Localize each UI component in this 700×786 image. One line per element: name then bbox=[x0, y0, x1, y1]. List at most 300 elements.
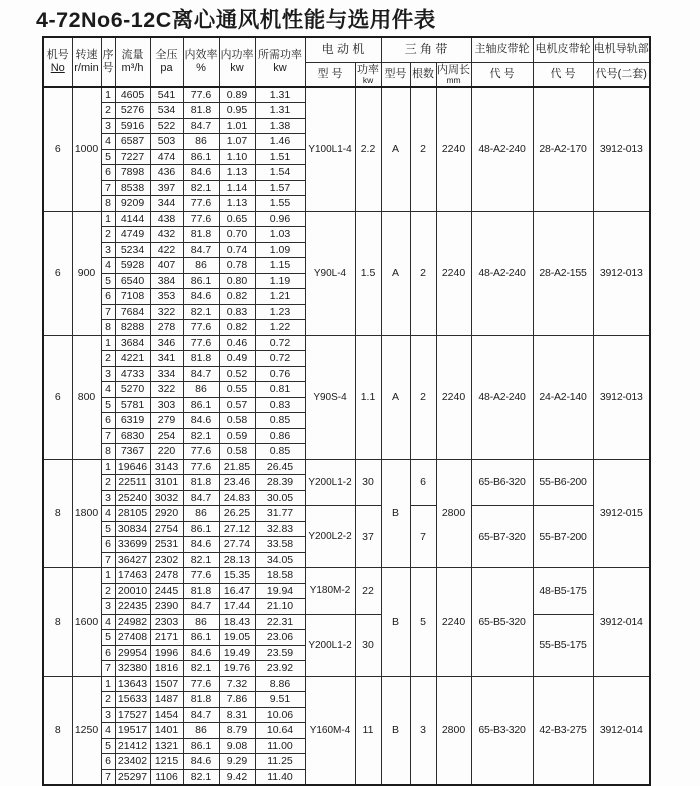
cell-required-power: 0.86 bbox=[255, 428, 305, 444]
cell-belt-model: A bbox=[381, 87, 410, 211]
cell-motor-pulley-code: 55-B5-175 bbox=[533, 614, 593, 676]
cell-motor-pulley-code: 24-A2-140 bbox=[533, 335, 593, 459]
cell-internal-power: 7.32 bbox=[219, 676, 255, 692]
cell-pressure: 334 bbox=[150, 366, 183, 382]
cell-index: 3 bbox=[101, 599, 115, 615]
cell-shaft-pulley-code: 65-B7-320 bbox=[471, 506, 533, 568]
cell-required-power: 30.05 bbox=[255, 490, 305, 506]
cell-internal-power: 0.46 bbox=[219, 335, 255, 351]
cell-flow: 4144 bbox=[115, 211, 150, 227]
cell-motor-model: Y90L-4 bbox=[305, 211, 355, 335]
cell-belt-length: 2800 bbox=[436, 676, 471, 785]
cell-machine-no: 6 bbox=[43, 87, 72, 211]
cell-internal-power: 17.44 bbox=[219, 599, 255, 615]
cell-internal-power: 1.01 bbox=[219, 118, 255, 134]
cell-index: 5 bbox=[101, 738, 115, 754]
cell-efficiency: 84.7 bbox=[183, 599, 219, 615]
cell-efficiency: 81.8 bbox=[183, 475, 219, 491]
cell-flow: 23402 bbox=[115, 754, 150, 770]
cell-pressure: 254 bbox=[150, 428, 183, 444]
cell-belt-count: 3 bbox=[410, 676, 436, 785]
cell-efficiency: 81.8 bbox=[183, 351, 219, 367]
cell-index: 4 bbox=[101, 723, 115, 739]
cell-flow: 30834 bbox=[115, 521, 150, 537]
cell-pressure: 2754 bbox=[150, 521, 183, 537]
header-internal-power-label: 内功率 bbox=[220, 49, 254, 62]
cell-motor-power: 11 bbox=[355, 676, 381, 785]
cell-pressure: 2445 bbox=[150, 583, 183, 599]
header-flow bbox=[115, 37, 150, 87]
cell-efficiency: 81.8 bbox=[183, 692, 219, 708]
cell-flow: 7108 bbox=[115, 289, 150, 305]
cell-index: 6 bbox=[101, 165, 115, 181]
cell-efficiency: 86.1 bbox=[183, 738, 219, 754]
cell-pressure: 341 bbox=[150, 351, 183, 367]
cell-belt-length: 2240 bbox=[436, 87, 471, 211]
cell-efficiency: 86.1 bbox=[183, 273, 219, 289]
cell-flow: 19646 bbox=[115, 459, 150, 475]
cell-required-power: 28.39 bbox=[255, 475, 305, 491]
cell-rail-code: 3912-013 bbox=[593, 335, 650, 459]
cell-pressure: 1454 bbox=[150, 707, 183, 723]
cell-pressure: 422 bbox=[150, 242, 183, 258]
cell-index: 7 bbox=[101, 769, 115, 785]
cell-required-power: 1.19 bbox=[255, 273, 305, 289]
cell-pressure: 436 bbox=[150, 165, 183, 181]
cell-required-power: 8.86 bbox=[255, 676, 305, 692]
cell-required-power: 1.21 bbox=[255, 289, 305, 305]
cell-belt-model: B bbox=[381, 568, 410, 677]
cell-motor-power: 1.1 bbox=[355, 335, 381, 459]
cell-efficiency: 77.6 bbox=[183, 196, 219, 212]
cell-required-power: 31.77 bbox=[255, 506, 305, 522]
cell-efficiency: 86.1 bbox=[183, 397, 219, 413]
cell-belt-model: B bbox=[381, 459, 410, 568]
cell-machine-no: 8 bbox=[43, 676, 72, 785]
header-belt-length-unit: mm bbox=[446, 74, 461, 85]
cell-internal-power: 9.29 bbox=[219, 754, 255, 770]
cell-belt-length: 2240 bbox=[436, 568, 471, 677]
header-machine-no-unit: No bbox=[50, 62, 65, 74]
cell-internal-power: 26.25 bbox=[219, 506, 255, 522]
cell-index: 3 bbox=[101, 707, 115, 723]
cell-efficiency: 86.1 bbox=[183, 630, 219, 646]
cell-motor-model: Y200L1-2 bbox=[305, 459, 355, 506]
table-row bbox=[43, 568, 650, 584]
cell-internal-power: 0.82 bbox=[219, 320, 255, 336]
header-index-label2: 号 bbox=[102, 62, 114, 74]
cell-motor-power: 2.2 bbox=[355, 87, 381, 211]
cell-efficiency: 84.6 bbox=[183, 289, 219, 305]
cell-pressure: 353 bbox=[150, 289, 183, 305]
cell-motor-pulley-code: 28-A2-170 bbox=[533, 87, 593, 211]
cell-internal-power: 24.83 bbox=[219, 490, 255, 506]
cell-pressure: 1487 bbox=[150, 692, 183, 708]
cell-motor-model: Y100L1-4 bbox=[305, 87, 355, 211]
cell-motor-pulley-code: 55-B7-200 bbox=[533, 506, 593, 568]
cell-efficiency: 84.6 bbox=[183, 645, 219, 661]
cell-motor-model: Y180M-2 bbox=[305, 568, 355, 615]
cell-internal-power: 28.13 bbox=[219, 552, 255, 568]
cell-pressure: 1215 bbox=[150, 754, 183, 770]
cell-motor-power: 1.5 bbox=[355, 211, 381, 335]
cell-efficiency: 84.7 bbox=[183, 490, 219, 506]
header-efficiency-label: 内效率 bbox=[184, 49, 218, 62]
cell-required-power: 32.83 bbox=[255, 521, 305, 537]
cell-pressure: 541 bbox=[150, 87, 183, 103]
cell-internal-power: 27.12 bbox=[219, 521, 255, 537]
cell-index: 7 bbox=[101, 180, 115, 196]
header-motor-power-label: 功率 bbox=[357, 64, 379, 77]
header-belt-model: 型号 bbox=[381, 62, 410, 87]
cell-flow: 4733 bbox=[115, 366, 150, 382]
cell-motor-pulley-code: 28-A2-155 bbox=[533, 211, 593, 335]
header-pressure bbox=[150, 37, 183, 87]
cell-efficiency: 86 bbox=[183, 506, 219, 522]
cell-flow: 8288 bbox=[115, 320, 150, 336]
cell-index: 2 bbox=[101, 351, 115, 367]
cell-index: 1 bbox=[101, 459, 115, 475]
cell-machine-no: 6 bbox=[43, 335, 72, 459]
header-group-vbelt: 三 角 带 bbox=[381, 37, 471, 62]
cell-flow: 5916 bbox=[115, 118, 150, 134]
cell-flow: 17463 bbox=[115, 568, 150, 584]
cell-flow: 7684 bbox=[115, 304, 150, 320]
table-body bbox=[43, 87, 650, 785]
cell-pressure: 1106 bbox=[150, 769, 183, 785]
cell-flow: 27408 bbox=[115, 630, 150, 646]
cell-internal-power: 0.58 bbox=[219, 444, 255, 460]
cell-flow: 6319 bbox=[115, 413, 150, 429]
cell-belt-model: A bbox=[381, 335, 410, 459]
cell-flow: 24982 bbox=[115, 614, 150, 630]
cell-internal-power: 0.89 bbox=[219, 87, 255, 103]
cell-machine-no: 8 bbox=[43, 568, 72, 677]
cell-flow: 13643 bbox=[115, 676, 150, 692]
cell-flow: 4221 bbox=[115, 351, 150, 367]
cell-required-power: 1.46 bbox=[255, 134, 305, 150]
cell-index: 7 bbox=[101, 428, 115, 444]
cell-pressure: 1816 bbox=[150, 661, 183, 677]
cell-index: 2 bbox=[101, 583, 115, 599]
cell-shaft-pulley-code: 65-B3-320 bbox=[471, 676, 533, 785]
cell-efficiency: 86 bbox=[183, 723, 219, 739]
header-motor-pulley: 电机皮带轮 bbox=[533, 37, 593, 62]
cell-index: 6 bbox=[101, 754, 115, 770]
cell-internal-power: 0.58 bbox=[219, 413, 255, 429]
cell-required-power: 10.06 bbox=[255, 707, 305, 723]
cell-motor-model: Y90S-4 bbox=[305, 335, 355, 459]
cell-index: 3 bbox=[101, 118, 115, 134]
cell-efficiency: 82.1 bbox=[183, 552, 219, 568]
table-row bbox=[43, 676, 650, 692]
cell-index: 7 bbox=[101, 661, 115, 677]
cell-internal-power: 0.55 bbox=[219, 382, 255, 398]
header-motor-power-unit: kw bbox=[362, 74, 374, 85]
cell-internal-power: 1.07 bbox=[219, 134, 255, 150]
cell-internal-power: 0.83 bbox=[219, 304, 255, 320]
cell-required-power: 34.05 bbox=[255, 552, 305, 568]
cell-required-power: 1.23 bbox=[255, 304, 305, 320]
cell-index: 2 bbox=[101, 475, 115, 491]
header-shaft-pulley-code: 代 号 bbox=[471, 62, 533, 87]
header-rail: 电机导轨部 bbox=[593, 37, 650, 62]
cell-flow: 33699 bbox=[115, 537, 150, 553]
cell-required-power: 1.31 bbox=[255, 87, 305, 103]
cell-index: 2 bbox=[101, 227, 115, 243]
cell-shaft-pulley-code: 48-A2-240 bbox=[471, 335, 533, 459]
header-efficiency-unit: % bbox=[196, 62, 206, 74]
cell-internal-power: 19.05 bbox=[219, 630, 255, 646]
cell-pressure: 1996 bbox=[150, 645, 183, 661]
cell-required-power: 0.72 bbox=[255, 335, 305, 351]
header-motor-power bbox=[355, 62, 381, 87]
header-flow-label: 流量 bbox=[121, 49, 144, 62]
cell-motor-power: 30 bbox=[355, 459, 381, 506]
cell-pressure: 2302 bbox=[150, 552, 183, 568]
cell-required-power: 9.51 bbox=[255, 692, 305, 708]
cell-required-power: 18.58 bbox=[255, 568, 305, 584]
cell-internal-power: 0.57 bbox=[219, 397, 255, 413]
cell-flow: 5270 bbox=[115, 382, 150, 398]
cell-belt-length: 2800 bbox=[436, 459, 471, 568]
cell-internal-power: 27.74 bbox=[219, 537, 255, 553]
cell-pressure: 522 bbox=[150, 118, 183, 134]
cell-machine-no: 6 bbox=[43, 211, 72, 335]
cell-required-power: 1.38 bbox=[255, 118, 305, 134]
cell-index: 8 bbox=[101, 196, 115, 212]
cell-pressure: 2390 bbox=[150, 599, 183, 615]
cell-flow: 4605 bbox=[115, 87, 150, 103]
cell-index: 4 bbox=[101, 258, 115, 274]
cell-required-power: 22.31 bbox=[255, 614, 305, 630]
header-belt-length-label: 内周长 bbox=[437, 64, 471, 77]
cell-efficiency: 82.1 bbox=[183, 769, 219, 785]
cell-belt-count: 6 bbox=[410, 459, 436, 506]
cell-index: 8 bbox=[101, 320, 115, 336]
cell-pressure: 397 bbox=[150, 180, 183, 196]
cell-shaft-pulley-code: 65-B5-320 bbox=[471, 568, 533, 677]
cell-index: 1 bbox=[101, 211, 115, 227]
header-internal-power-unit: kw bbox=[230, 62, 244, 74]
cell-pressure: 2531 bbox=[150, 537, 183, 553]
cell-flow: 28105 bbox=[115, 506, 150, 522]
cell-internal-power: 1.10 bbox=[219, 149, 255, 165]
cell-efficiency: 77.6 bbox=[183, 568, 219, 584]
cell-index: 5 bbox=[101, 630, 115, 646]
cell-index: 1 bbox=[101, 676, 115, 692]
cell-efficiency: 84.6 bbox=[183, 754, 219, 770]
cell-required-power: 1.03 bbox=[255, 227, 305, 243]
cell-flow: 5234 bbox=[115, 242, 150, 258]
cell-index: 6 bbox=[101, 645, 115, 661]
cell-belt-model: B bbox=[381, 676, 410, 785]
cell-flow: 4749 bbox=[115, 227, 150, 243]
cell-flow: 32380 bbox=[115, 661, 150, 677]
cell-efficiency: 82.1 bbox=[183, 661, 219, 677]
cell-pressure: 2303 bbox=[150, 614, 183, 630]
page-title: 4-72No6-12C离心通风机性能与选用件表 bbox=[36, 8, 436, 32]
cell-efficiency: 86 bbox=[183, 258, 219, 274]
header-index-label1: 序 bbox=[102, 49, 114, 62]
cell-pressure: 1401 bbox=[150, 723, 183, 739]
cell-index: 4 bbox=[101, 614, 115, 630]
cell-index: 5 bbox=[101, 521, 115, 537]
cell-belt-count: 5 bbox=[410, 568, 436, 677]
cell-internal-power: 0.74 bbox=[219, 242, 255, 258]
cell-pressure: 438 bbox=[150, 211, 183, 227]
table-row bbox=[43, 335, 650, 351]
table-header bbox=[43, 37, 650, 87]
table-row bbox=[43, 614, 650, 630]
cell-flow: 6540 bbox=[115, 273, 150, 289]
cell-required-power: 0.76 bbox=[255, 366, 305, 382]
cell-required-power: 0.85 bbox=[255, 413, 305, 429]
cell-pressure: 322 bbox=[150, 382, 183, 398]
cell-efficiency: 82.1 bbox=[183, 180, 219, 196]
cell-internal-power: 0.65 bbox=[219, 211, 255, 227]
cell-rail-code: 3912-013 bbox=[593, 87, 650, 211]
cell-index: 3 bbox=[101, 490, 115, 506]
cell-pressure: 322 bbox=[150, 304, 183, 320]
cell-internal-power: 7.86 bbox=[219, 692, 255, 708]
cell-motor-power: 30 bbox=[355, 614, 381, 676]
cell-shaft-pulley-code: 65-B6-320 bbox=[471, 459, 533, 506]
cell-internal-power: 23.46 bbox=[219, 475, 255, 491]
table-row bbox=[43, 211, 650, 227]
cell-required-power: 21.10 bbox=[255, 599, 305, 615]
cell-pressure: 303 bbox=[150, 397, 183, 413]
cell-motor-power: 37 bbox=[355, 506, 381, 568]
cell-flow: 5928 bbox=[115, 258, 150, 274]
cell-efficiency: 86.1 bbox=[183, 521, 219, 537]
cell-pressure: 220 bbox=[150, 444, 183, 460]
cell-belt-length: 2240 bbox=[436, 211, 471, 335]
cell-efficiency: 77.6 bbox=[183, 459, 219, 475]
cell-shaft-pulley-code: 48-A2-240 bbox=[471, 211, 533, 335]
cell-pressure: 1507 bbox=[150, 676, 183, 692]
cell-index: 1 bbox=[101, 335, 115, 351]
cell-required-power: 0.72 bbox=[255, 351, 305, 367]
cell-efficiency: 86.1 bbox=[183, 149, 219, 165]
header-index bbox=[101, 37, 115, 87]
cell-belt-model: A bbox=[381, 211, 410, 335]
cell-rail-code: 3912-014 bbox=[593, 568, 650, 677]
cell-pressure: 474 bbox=[150, 149, 183, 165]
cell-flow: 36427 bbox=[115, 552, 150, 568]
cell-internal-power: 0.49 bbox=[219, 351, 255, 367]
cell-flow: 7898 bbox=[115, 165, 150, 181]
header-required-power-unit: kw bbox=[273, 62, 287, 74]
header-speed bbox=[72, 37, 101, 87]
cell-pressure: 3101 bbox=[150, 475, 183, 491]
cell-internal-power: 1.13 bbox=[219, 196, 255, 212]
cell-efficiency: 86 bbox=[183, 382, 219, 398]
header-shaft-pulley: 主轴皮带轮 bbox=[471, 37, 533, 62]
cell-motor-pulley-code: 42-B3-275 bbox=[533, 676, 593, 785]
cell-efficiency: 84.7 bbox=[183, 242, 219, 258]
table-row bbox=[43, 506, 650, 522]
header-efficiency bbox=[183, 37, 219, 87]
cell-required-power: 11.25 bbox=[255, 754, 305, 770]
header-speed-label: 转速 bbox=[75, 49, 98, 62]
cell-efficiency: 86 bbox=[183, 614, 219, 630]
cell-flow: 15633 bbox=[115, 692, 150, 708]
cell-machine-no: 8 bbox=[43, 459, 72, 568]
cell-index: 3 bbox=[101, 242, 115, 258]
header-motor-pulley-code: 代 号 bbox=[533, 62, 593, 87]
cell-pressure: 384 bbox=[150, 273, 183, 289]
cell-efficiency: 84.7 bbox=[183, 707, 219, 723]
cell-efficiency: 84.6 bbox=[183, 165, 219, 181]
cell-internal-power: 19.49 bbox=[219, 645, 255, 661]
cell-internal-power: 1.13 bbox=[219, 165, 255, 181]
header-group-motor: 电 动 机 bbox=[305, 37, 381, 62]
cell-required-power: 11.00 bbox=[255, 738, 305, 754]
cell-pressure: 278 bbox=[150, 320, 183, 336]
cell-belt-count: 2 bbox=[410, 335, 436, 459]
cell-internal-power: 1.14 bbox=[219, 180, 255, 196]
cell-efficiency: 77.6 bbox=[183, 444, 219, 460]
cell-internal-power: 18.43 bbox=[219, 614, 255, 630]
cell-index: 2 bbox=[101, 692, 115, 708]
cell-efficiency: 84.7 bbox=[183, 366, 219, 382]
cell-speed: 1800 bbox=[72, 459, 101, 568]
cell-pressure: 1321 bbox=[150, 738, 183, 754]
header-speed-unit: r/min bbox=[74, 62, 99, 74]
cell-flow: 7367 bbox=[115, 444, 150, 460]
cell-flow: 6830 bbox=[115, 428, 150, 444]
cell-rail-code: 3912-013 bbox=[593, 211, 650, 335]
cell-belt-count: 2 bbox=[410, 87, 436, 211]
cell-speed: 1600 bbox=[72, 568, 101, 677]
cell-index: 6 bbox=[101, 537, 115, 553]
cell-flow: 29954 bbox=[115, 645, 150, 661]
header-belt-count: 根数 bbox=[410, 62, 436, 87]
header-motor-model: 型 号 bbox=[305, 62, 355, 87]
cell-flow: 25240 bbox=[115, 490, 150, 506]
cell-flow: 21412 bbox=[115, 738, 150, 754]
cell-flow: 3684 bbox=[115, 335, 150, 351]
cell-motor-pulley-code: 48-B5-175 bbox=[533, 568, 593, 615]
cell-belt-count: 2 bbox=[410, 211, 436, 335]
cell-internal-power: 15.35 bbox=[219, 568, 255, 584]
table-row bbox=[43, 459, 650, 475]
cell-flow: 8538 bbox=[115, 180, 150, 196]
cell-index: 2 bbox=[101, 103, 115, 119]
cell-index: 5 bbox=[101, 397, 115, 413]
cell-pressure: 407 bbox=[150, 258, 183, 274]
header-rail-code: 代号(二套) bbox=[593, 62, 650, 87]
cell-internal-power: 0.80 bbox=[219, 273, 255, 289]
cell-required-power: 23.59 bbox=[255, 645, 305, 661]
cell-flow: 17527 bbox=[115, 707, 150, 723]
cell-pressure: 2920 bbox=[150, 506, 183, 522]
cell-internal-power: 9.08 bbox=[219, 738, 255, 754]
cell-flow: 19517 bbox=[115, 723, 150, 739]
cell-index: 6 bbox=[101, 289, 115, 305]
cell-efficiency: 81.8 bbox=[183, 103, 219, 119]
cell-required-power: 1.55 bbox=[255, 196, 305, 212]
cell-index: 5 bbox=[101, 149, 115, 165]
header-belt-length bbox=[436, 62, 471, 87]
cell-required-power: 26.45 bbox=[255, 459, 305, 475]
cell-required-power: 1.22 bbox=[255, 320, 305, 336]
cell-flow: 20010 bbox=[115, 583, 150, 599]
cell-index: 8 bbox=[101, 444, 115, 460]
cell-required-power: 1.15 bbox=[255, 258, 305, 274]
cell-required-power: 0.85 bbox=[255, 444, 305, 460]
